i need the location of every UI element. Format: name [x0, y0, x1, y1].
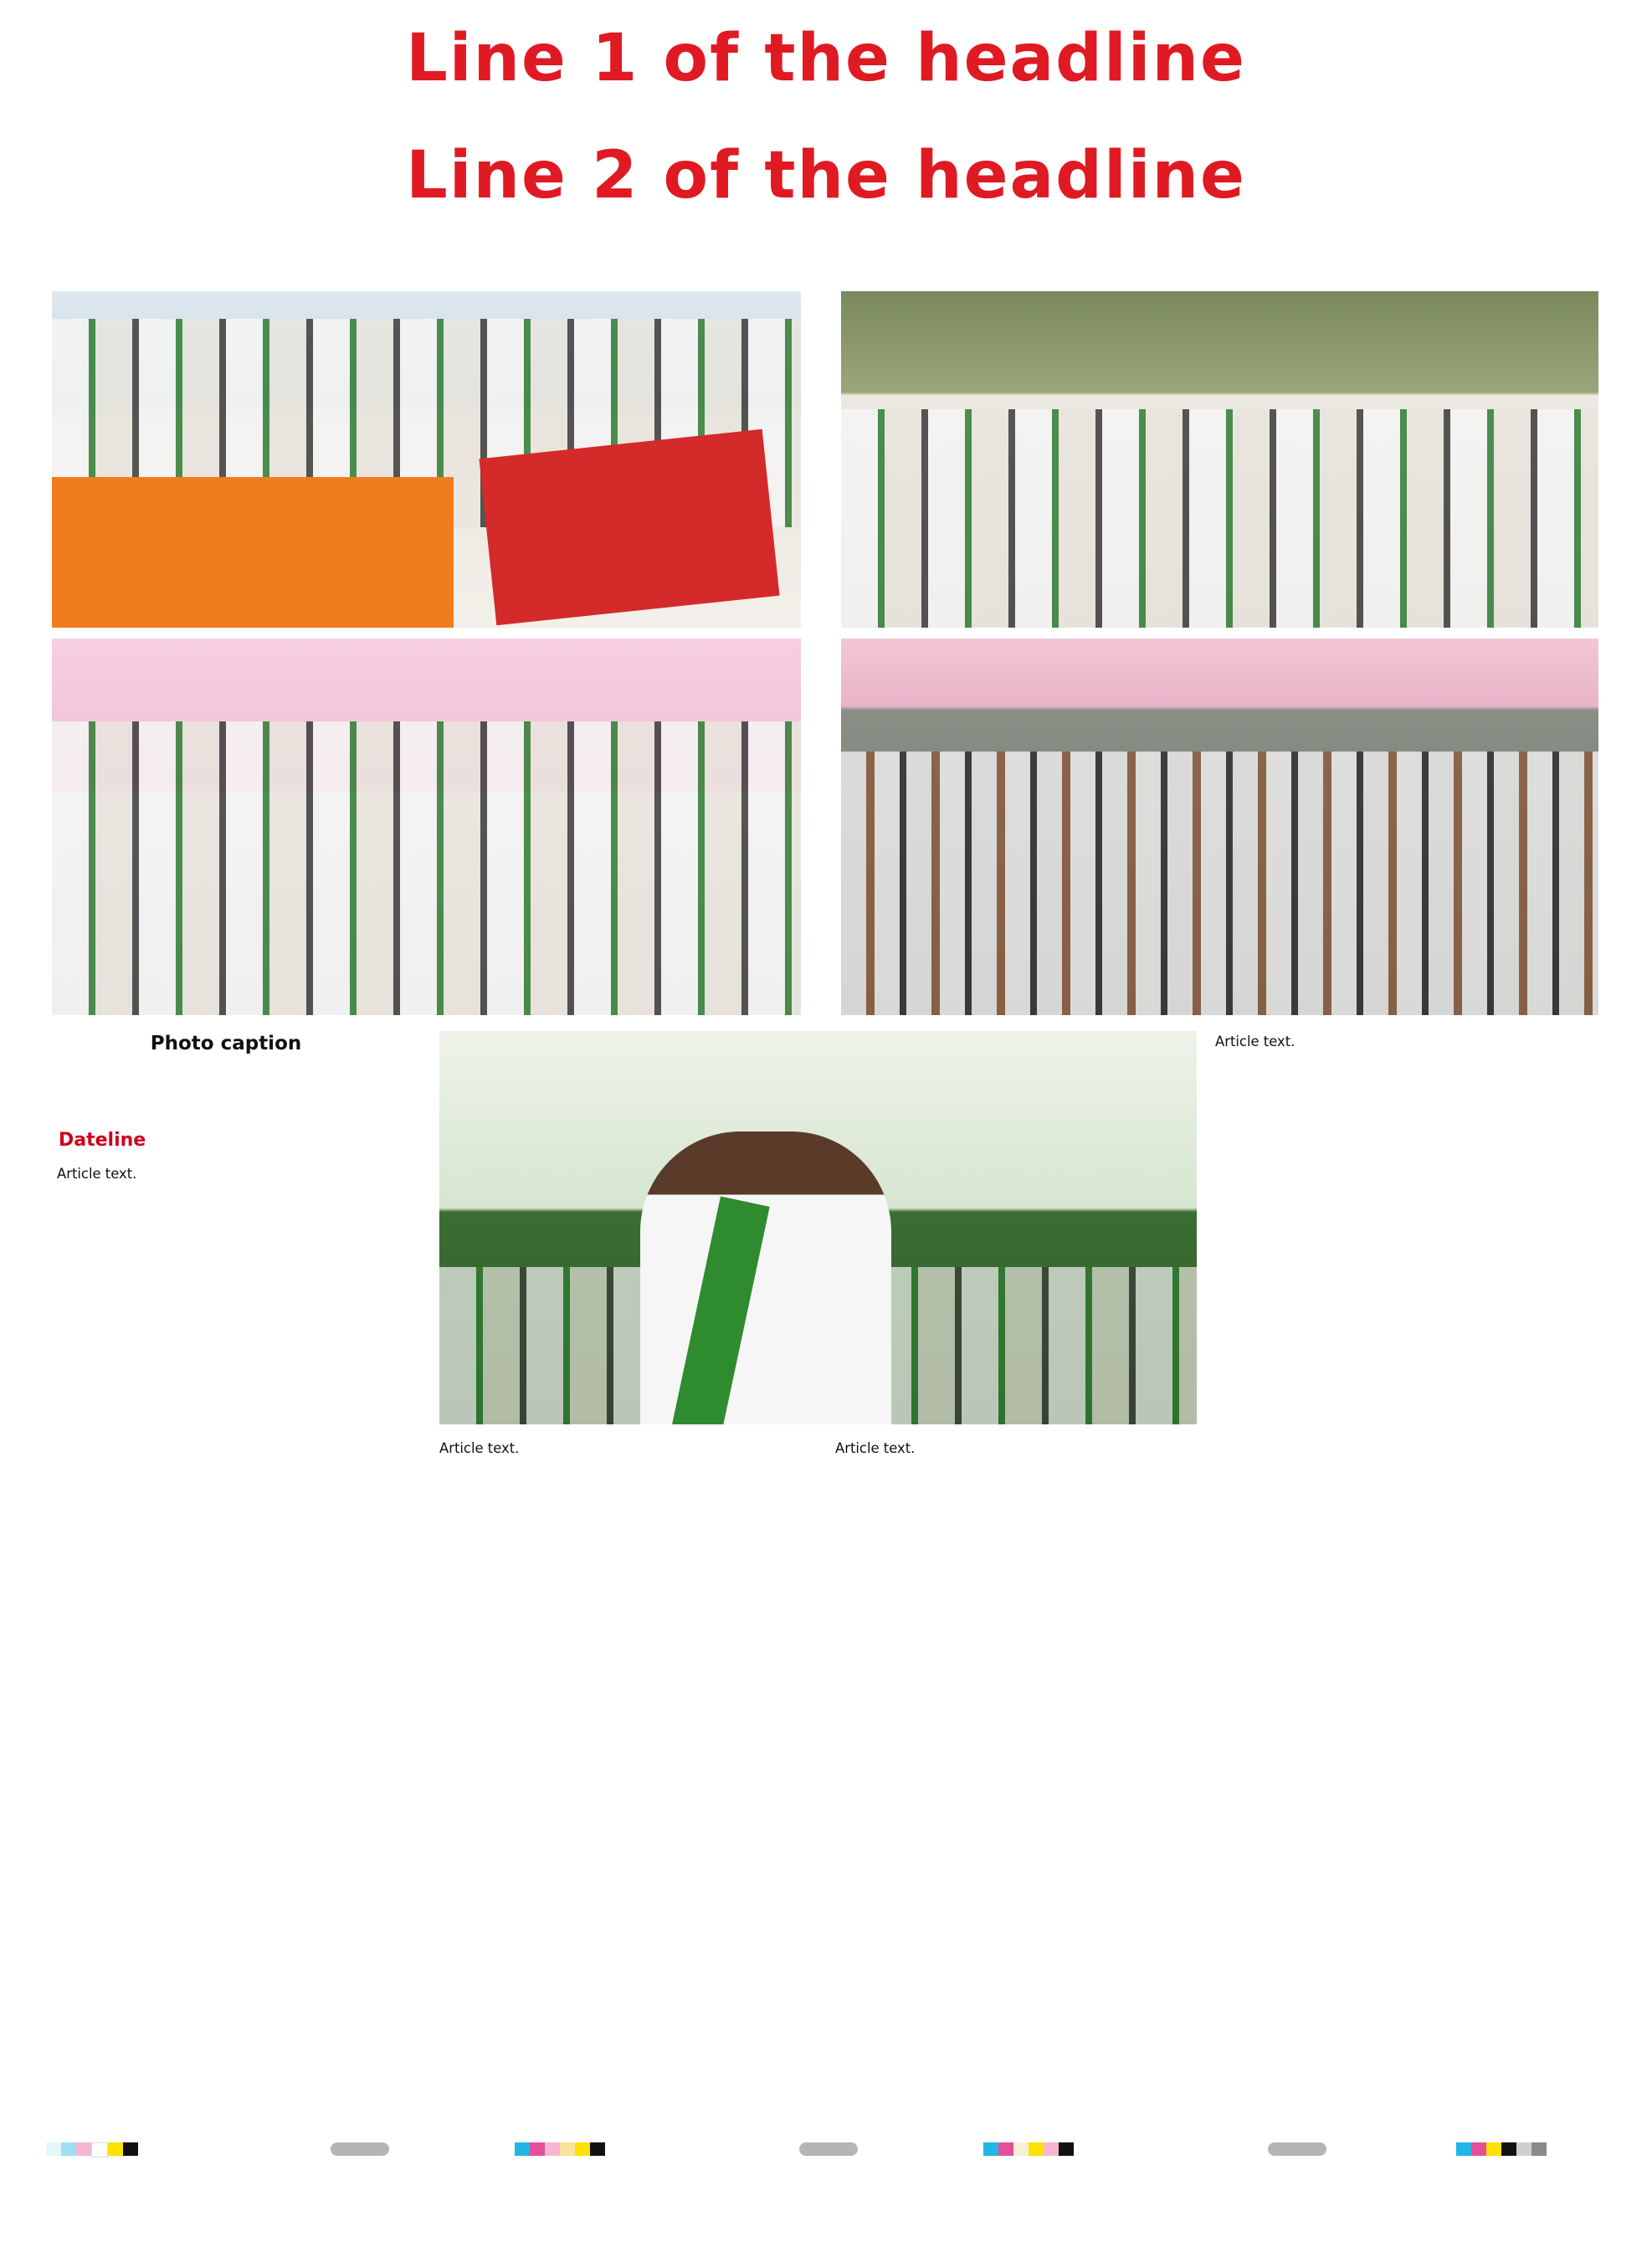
- print-color-bar-3: [983, 2142, 1074, 2156]
- article-column-1: [57, 1163, 425, 2126]
- headline-line-1: Line 1 of the headline: [406, 21, 1246, 96]
- photo-tractor-ride: [841, 291, 1598, 628]
- article-text-col3: Article text.: [835, 1440, 916, 1456]
- print-color-bar-4: [1456, 2142, 1547, 2156]
- dateline: Dateline: [59, 1130, 146, 1151]
- article-text-col4: Article text.: [1215, 1034, 1295, 1049]
- headline-line-2: Line 2 of the headline: [406, 138, 1246, 213]
- photo-lamp-lighting: [52, 639, 801, 1015]
- article-column-3: [835, 1438, 1203, 2129]
- print-color-bar-1: [46, 2142, 138, 2156]
- speaker-figure: [640, 1131, 891, 1424]
- photo-rally-vehicle: [52, 291, 801, 628]
- article-column-2: [439, 1438, 824, 2129]
- article-text-col2: Article text.: [439, 1440, 520, 1456]
- print-registration-pill-2: [799, 2142, 858, 2156]
- photo-caption: Photo caption: [150, 1033, 302, 1054]
- photo-audience: [841, 639, 1598, 1015]
- article-text-col1: Article text.: [57, 1166, 137, 1182]
- print-registration-pill-3: [1268, 2142, 1326, 2156]
- article-column-4: [1215, 1031, 1600, 2129]
- print-color-bar-2: [515, 2142, 605, 2156]
- print-registration-pill-1: [331, 2142, 389, 2156]
- photo-speaker-on-stage: [439, 1031, 1197, 1424]
